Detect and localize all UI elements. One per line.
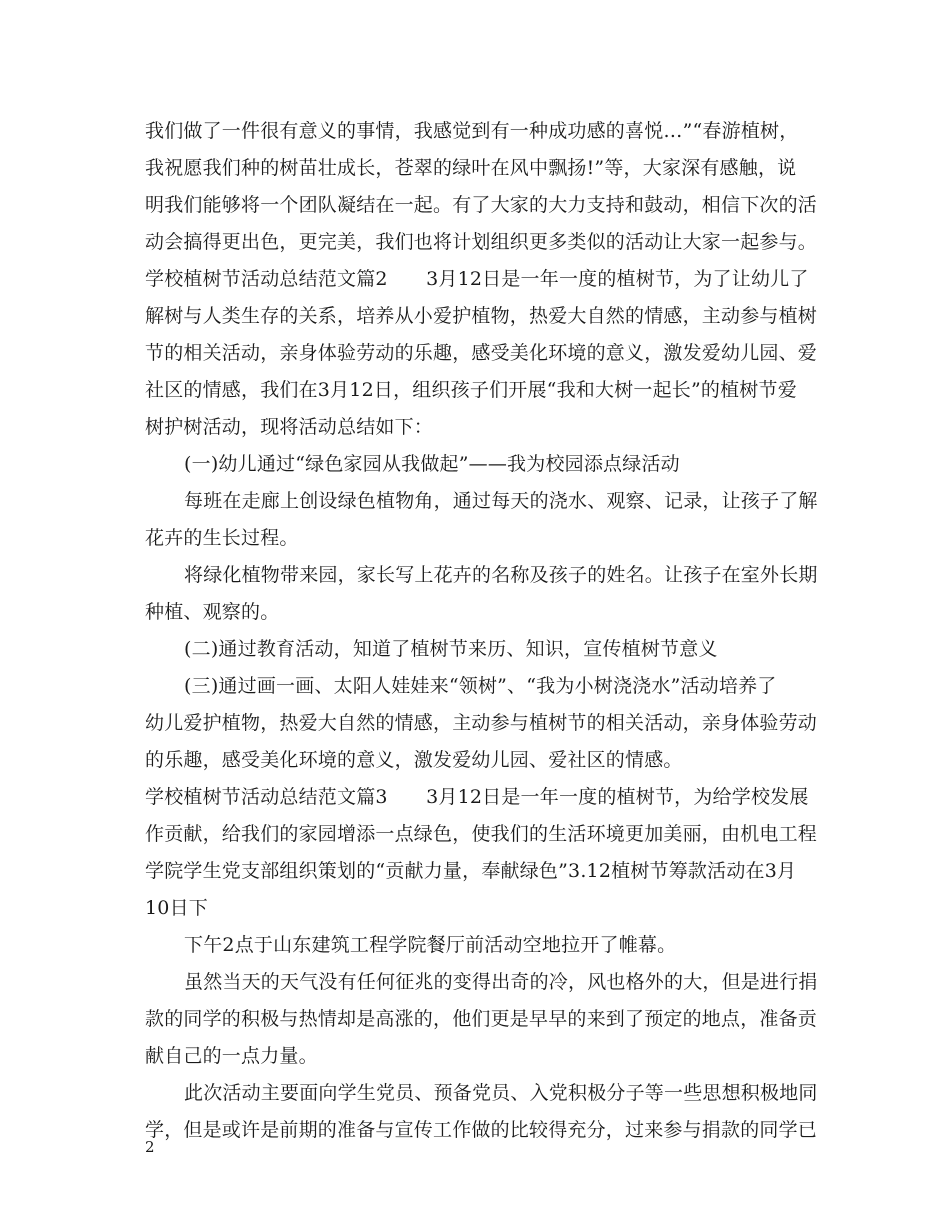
text-line: 将绿化植物带来园，家长写上花卉的名称及孩子的姓名。让孩子在室外长期 bbox=[184, 564, 818, 586]
text-line: 我们做了一件很有意义的事情，我感觉到有一种成功感的喜悦…”“春游植树， bbox=[145, 120, 799, 142]
page-number: 2 bbox=[145, 1138, 155, 1156]
text-line: 学，但是或许是前期的准备与宣传工作做的比较得充分，过来参与捐款的同学已 bbox=[145, 1119, 818, 1141]
text-line: 下午2点于山东建筑工程学院餐厅前活动空地拉开了帷幕。 bbox=[184, 934, 677, 956]
section-heading-line: 学校植树节活动总结范文篇2 3月12日是一年一度的植树节，为了让幼儿了 bbox=[145, 268, 809, 290]
text-line: 花卉的生长过程。 bbox=[145, 527, 299, 549]
text-line: 社区的情感，我们在3月12日，组织孩子们开展“我和大树一起长”的植树节爱 bbox=[145, 379, 797, 401]
section-heading-line: 学校植树节活动总结范文篇3 3月12日是一年一度的植树节，为给学校发展 bbox=[145, 786, 809, 808]
subheading-line: (一)幼儿通过“绿色家园从我做起”——我为校园添点绿活动 bbox=[184, 453, 680, 475]
text-line: 作贡献，给我们的家园增添一点绿色，使我们的生活环境更加美丽，由机电工程 bbox=[145, 823, 818, 845]
subheading-line: (二)通过教育活动，知道了植树节来历、知识，宣传植树节意义 bbox=[184, 638, 718, 660]
text-line: 的乐趣，感受美化环境的意义，激发爱幼儿园、爱社区的情感。 bbox=[145, 749, 683, 771]
text-line: 种植、观察的。 bbox=[145, 601, 280, 623]
text-line: 献自己的一点力量。 bbox=[145, 1045, 318, 1067]
text-line: 明我们能够将一个团队凝结在一起。有了大家的大力支持和鼓动，相信下次的活 bbox=[145, 194, 818, 216]
text-line: 每班在走廊上创设绿色植物角，通过每天的浇水、观察、记录，让孩子了解 bbox=[184, 490, 818, 512]
subheading-line: (三)通过画一画、太阳人娃娃来“领树”、“我为小树浇浇水”活动培养了 bbox=[184, 675, 777, 697]
text-line: 幼儿爱护植物，热爱大自然的情感，主动参与植树节的相关活动，亲身体验劳动 bbox=[145, 712, 818, 734]
text-line: 动会搞得更出色，更完美，我们也将计划组织更多类似的活动让大家一起参与。 bbox=[145, 231, 818, 253]
text-line: 我祝愿我们种的树苗壮成长，苍翠的绿叶在风中飘扬!”等，大家深有感触，说 bbox=[145, 157, 797, 179]
text-line: 虽然当天的天气没有任何征兆的变得出奇的冷，风也格外的大，但是进行捐 bbox=[184, 971, 818, 993]
text-line: 学院学生党支部组织策划的“贡献力量，奉献绿色”3.12植树节筹款活动在3月 bbox=[145, 860, 797, 882]
text-line: 解树与人类生存的关系，培养从小爱护植物，热爱大自然的情感，主动参与植树 bbox=[145, 305, 818, 327]
text-line: 此次活动主要面向学生党员、预备党员、入党积极分子等一些思想积极地同 bbox=[184, 1082, 818, 1104]
text-line: 树护树活动，现将活动总结如下： bbox=[145, 416, 434, 438]
text-line: 10日下 bbox=[145, 897, 208, 919]
text-line: 款的同学的积极与热情却是高涨的，他们更是早早的来到了预定的地点，准备贡 bbox=[145, 1008, 818, 1030]
text-line: 节的相关活动，亲身体验劳动的乐趣，感受美化环境的意义，激发爱幼儿园、爱 bbox=[145, 342, 818, 364]
